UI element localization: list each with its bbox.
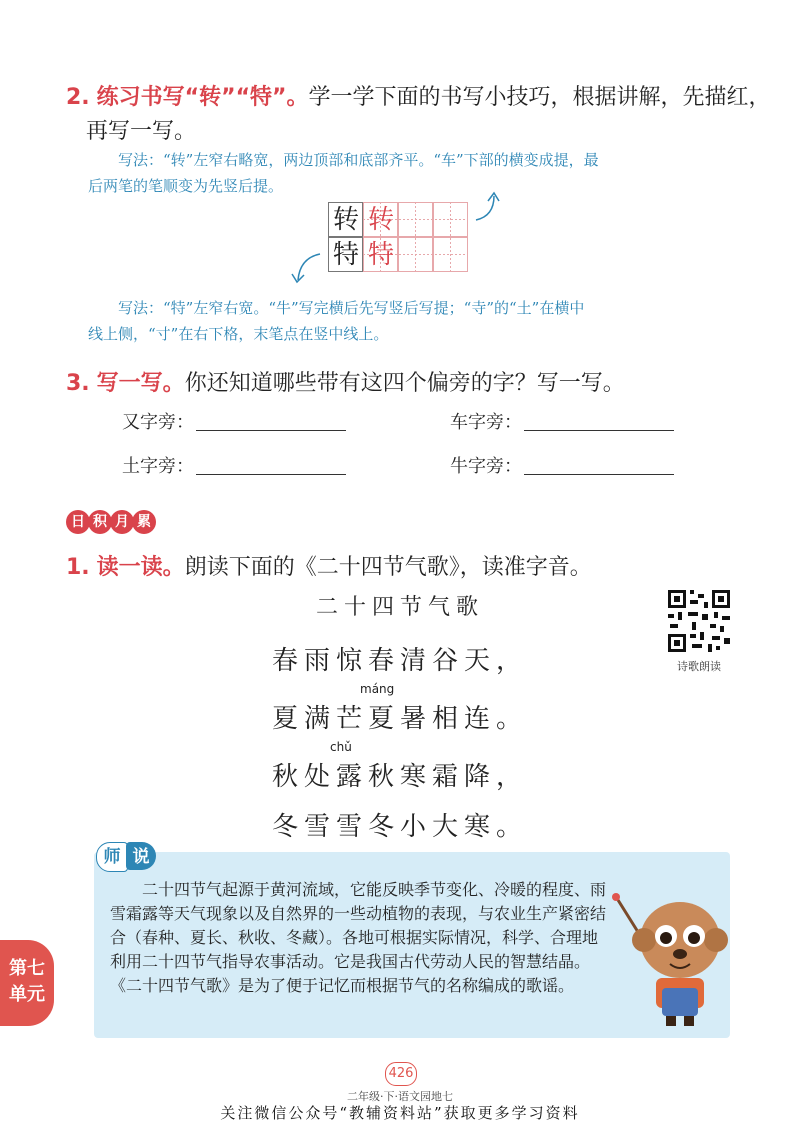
row2-trace-char: 特 xyxy=(367,240,394,270)
mascot-dog-icon xyxy=(610,880,728,1030)
poem-line-2: 夏满芒夏暑相连。 xyxy=(271,704,528,734)
poem-line-4: 冬雪雪冬小大寒。 xyxy=(271,812,528,842)
label-tu-radical: 土字旁： xyxy=(122,456,194,477)
writing-grid xyxy=(328,202,468,272)
q3-heading: 写一写。 xyxy=(96,371,185,396)
poem-line-1: 春雨惊春清谷天， xyxy=(271,646,528,676)
q1-text: 朗读下面的《二十四节气歌》，读准字音。 xyxy=(184,555,592,580)
q2-tip2-line1: 写法：“特”左窄右宽。“牛”写完横后先写竖后写提；“寺”的“土”在横中 xyxy=(118,299,585,317)
blank-che-radical[interactable] xyxy=(524,430,674,431)
row1-trace-char: 转 xyxy=(367,205,394,235)
pinyin-mang: máng xyxy=(360,682,395,696)
label-you-radical: 又字旁： xyxy=(122,412,194,433)
label-niu-radical: 牛字旁： xyxy=(450,456,522,477)
qr-code-icon[interactable] xyxy=(666,588,732,654)
blank-niu-radical[interactable] xyxy=(524,474,674,475)
footer-promo: 关注微信公众号“教辅资料站”获取更多学习资料 xyxy=(220,1104,580,1122)
q2-number: 2. xyxy=(66,85,90,110)
label-che-radical: 车字旁： xyxy=(450,412,522,433)
q1-number: 1. xyxy=(66,555,90,580)
q2-tip1-line2: 后两笔的笔顺变为先竖后提。 xyxy=(88,177,284,195)
blank-you-radical[interactable] xyxy=(196,430,346,431)
q2-text-line2: 再写一写。 xyxy=(86,119,197,144)
q2-heading: 练习书写“转”“特”。 xyxy=(96,85,309,110)
qr-label: 诗歌朗读 xyxy=(677,660,721,673)
q2-tip1-line1: 写法：“转”左窄右略宽，两边顶部和底部齐平。“车”下部的横变成提，最 xyxy=(118,151,599,169)
poem-title: 二十四节气歌 xyxy=(315,595,484,620)
q3-title xyxy=(66,366,625,397)
q2-text-line1: 学一学下面的书写小技巧，根据讲解，先描红， xyxy=(308,85,771,110)
page-number: 426 xyxy=(385,1062,417,1086)
q1-title xyxy=(66,550,592,581)
teacher-note-text: 二十四节气起源于黄河流域，它能反映季节变化、冷暖的程度、雨雪霜露等天气现象以及自然界的一些动植物的表现，与农业生产紧密结合（春种、夏长、秋收、冬藏）。各地可根据实际情况，科学、合理地利用二十四节气指导农事活动。它是我国古代劳动人民的智慧结晶。《二十四节气歌》是为了便于记忆而根据节气的名称编成的歌谣。 xyxy=(110,880,607,995)
pinyin-chu: chǔ xyxy=(330,740,352,754)
row1-model-char: 转 xyxy=(332,205,359,235)
q2-tip2-line2: 线上侧，“寸”在右下格，末笔点在竖中线上。 xyxy=(88,325,389,343)
footer-book: 二年级·下·语文园地七 xyxy=(347,1090,453,1103)
q2-title xyxy=(66,80,771,111)
poem-line-3: 秋处露秋寒霜降， xyxy=(271,762,528,792)
blank-tu-radical[interactable] xyxy=(196,474,346,475)
row2-model-char: 特 xyxy=(332,240,359,270)
arrow-down-left-icon xyxy=(286,248,326,288)
q3-number: 3. xyxy=(66,371,90,396)
q3-text: 你还知道哪些带有这四个偏旁的字？写一写。 xyxy=(184,371,625,396)
arrow-up-right-icon xyxy=(470,188,510,228)
unit-tab: 第七 单元 xyxy=(0,940,54,1026)
q1-heading: 读一读。 xyxy=(96,555,185,580)
